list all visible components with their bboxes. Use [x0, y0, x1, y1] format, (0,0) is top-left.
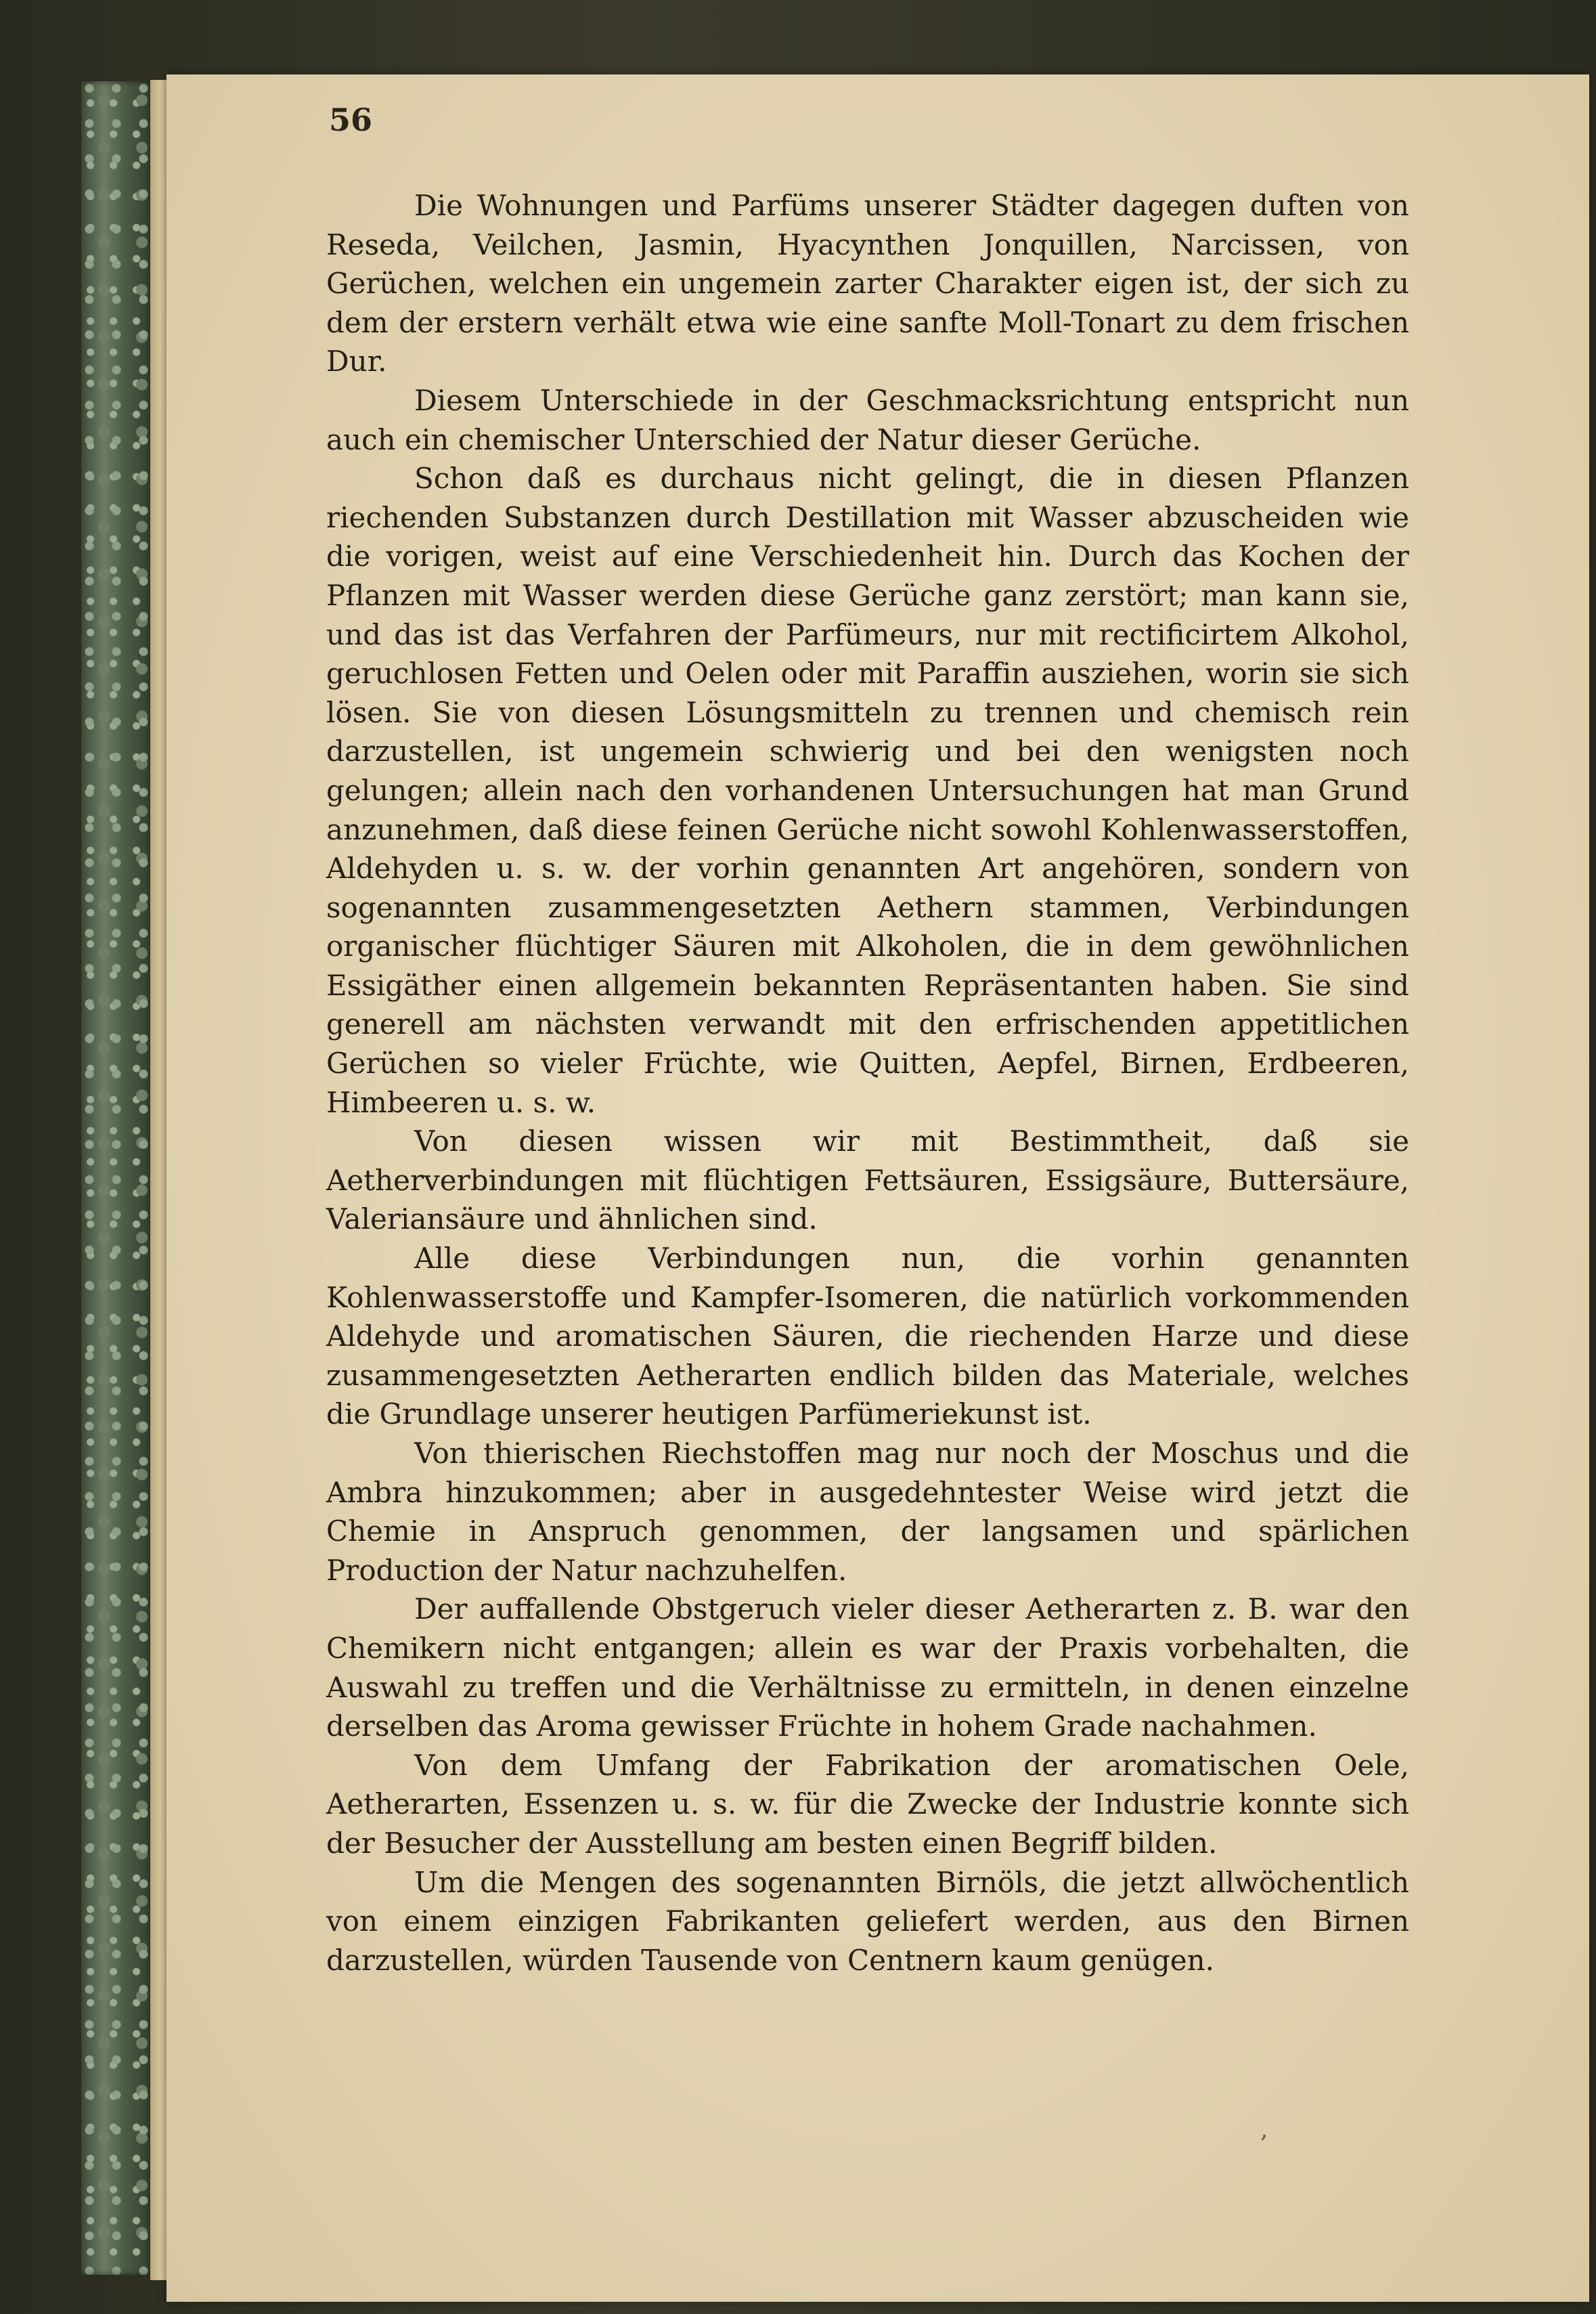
paragraph-8: Von dem Umfang der Fabrikation der aromatischen Oele, Aetherarten, Essenzen u. s. w. für die Zwecke der Industrie konnte sich der Besucher der Ausstellung am besten einen Begriff bilden. — [326, 1748, 1409, 1860]
paragraph-9: Um die Mengen des sogenannten Birnöls, die jetzt allwöchentlich von einem einzigen Fabrikanten geliefert werden, aus den Birnen darzustellen, würden Tausende von Centnern kaum genügen. — [326, 1865, 1409, 1977]
pencil-mark: , — [1260, 2116, 1268, 2143]
paragraph-3: Schon daß es durchaus nicht gelingt, die in diesen Pflanzen riechenden Substanzen durch Destillation mit Wasser abzuscheiden wie die vorigen, weist auf eine Verschiedenheit hin. Durch das Kochen der Pflanzen mit Wasser werden diese Gerüche ganz zerstört; man kann sie, und das ist das Verfahren der Parfümeurs, nur mit rectificirtem Alkohol, geruchlosen Fetten und Oelen oder mit Paraffin ausziehen, worin sie sich lösen. Sie von diesen Lösungsmitteln zu trennen und chemisch rein darzustellen, ist ungemein schwierig und bei den wenigsten noch gelungen; allein nach den vorhandenen Untersuchungen hat man Grund anzunehmen, daß diese feinen Gerüche nicht sowohl Kohlenwasserstoffen, Aldehyden u. s. w. der vorhin genannten Art angehören, sondern von sogenannten zusammengesetzten Aethern stammen, Verbindungen organischer flüchtiger Säuren mit Alkoholen, die in dem gewöhnlichen Essigäther einen allgemein bekannten Repräsentanten haben. Sie sind generell am nächsten verwandt mit den erfrischenden appetitlichen Gerüchen so vieler Früchte, wie Quitten, Aepfel, Birnen, Erdbeeren, Himbeeren u. s. w. — [326, 462, 1409, 1119]
page-number: 56 — [329, 102, 373, 138]
paragraph-6: Von thierischen Riechstoffen mag nur noch der Moschus und die Ambra hinzukommen; aber in ausgedehntester Weise wird jetzt die Chemie in Anspruch genommen, der langsamen und spärlichen Production der Natur nachzuhelfen. — [326, 1437, 1409, 1587]
book-binding — [81, 81, 156, 2275]
paragraph-5: Alle diese Verbindungen nun, die vorhin genannten Kohlenwasserstoffe und Kampfer-Isomeren, die natürlich vorkommenden Aldehyde und aromatischen Säuren, die riechenden Harze und diese zusammengesetzten Aetherarten endlich bilden das Materiale, welches die Grundlage unserer heutigen Parfümeriekunst ist. — [326, 1242, 1409, 1431]
paragraph-2: Diesem Unterschiede in der Geschmacksrichtung entspricht nun auch ein chemischer Unterschied der Natur dieser Gerüche. — [326, 383, 1409, 456]
paragraph-1: Die Wohnungen und Parfüms unserer Städter dagegen duften von Reseda, Veilchen, Jasmin, Hyacynthen Jonquillen, Narcissen, von Gerüchen, welchen ein ungemein zarter Charakter eigen ist, der sich zu dem der erstern verhält etwa wie eine sanfte Moll-Tonart zu dem frischen Dur. — [326, 189, 1409, 378]
page-text — [326, 186, 1409, 1980]
paragraph-7: Der auffallende Obstgeruch vieler dieser Aetherarten z. B. war den Chemikern nicht entgangen; allein es war der Praxis vorbehalten, die Auswahl zu treffen und die Verhältnisse zu ermitteln, in denen einzelne derselben das Aroma gewisser Früchte in hohem Grade nachahmen. — [326, 1592, 1409, 1743]
paragraph-4: Von diesen wissen wir mit Bestimmtheit, daß sie Aetherverbindungen mit flüchtigen Fettsäuren, Essigsäure, Buttersäure, Valeriansäure und ähnlichen sind. — [326, 1125, 1409, 1236]
